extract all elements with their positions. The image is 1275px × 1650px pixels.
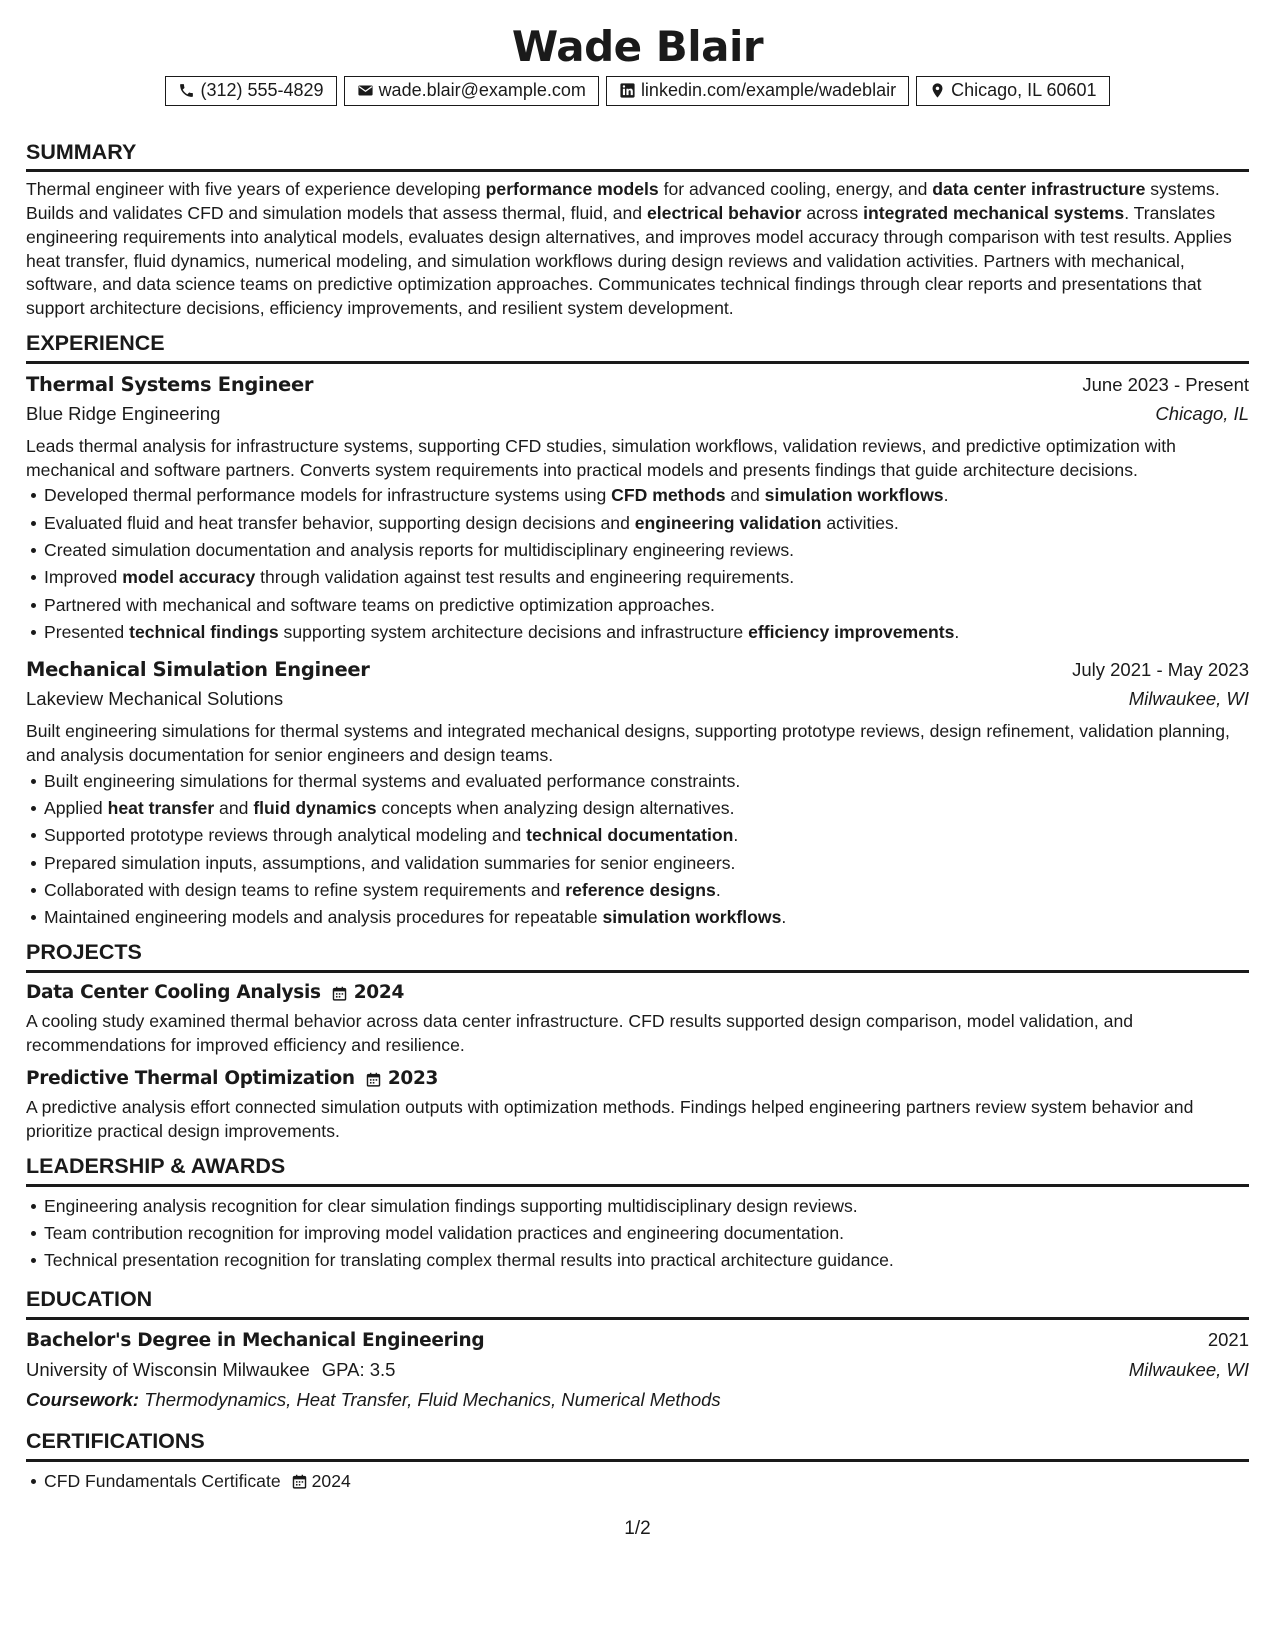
calendar-icon (291, 1473, 308, 1490)
linkedin-text: linkedin.com/example/wadeblair (640, 80, 897, 101)
list-item: Team contribution recognition for improving model validation practices and engineering documentation. (44, 1222, 1249, 1246)
school-location: Milwaukee, WI (1128, 1358, 1249, 1380)
list-item: Partnered with mechanical and software teams on predictive optimization approaches. (44, 594, 1249, 618)
projects-heading: PROJECTS (26, 940, 1249, 973)
list-item: Built engineering simulations for thermal systems and evaluated performance constraints. (44, 770, 1249, 794)
project-year: 2023 (387, 1068, 439, 1090)
list-item: Technical presentation recognition for translating complex thermal results into practical architecture guidance. (44, 1249, 1249, 1273)
phone-icon (178, 82, 195, 99)
project-entry (26, 1067, 1249, 1143)
location-text: Chicago, IL 60601 (951, 80, 1097, 101)
job-company: Blue Ridge Engineering (26, 402, 221, 424)
contact-linkedin[interactable] (606, 76, 909, 105)
list-item: Presented technical findings supporting system architecture decisions and infrastructure efficiency improvements. (44, 621, 1249, 645)
list-item: Evaluated fluid and heat transfer behavior, supporting design decisions and engineering validation activities. (44, 512, 1249, 536)
contact-email[interactable] (344, 76, 599, 105)
contact-location[interactable] (916, 76, 1109, 105)
contact-phone[interactable] (165, 76, 336, 105)
job-dates: July 2021 - May 2023 (1072, 658, 1249, 680)
awards-heading: LEADERSHIP & AWARDS (26, 1154, 1249, 1187)
education-section (26, 1287, 1249, 1413)
experience-heading: EXPERIENCE (26, 331, 1249, 364)
certification-year: 2024 (311, 1470, 351, 1491)
job-entry (26, 657, 1249, 930)
list-item: Supported prototype reviews through analytical modeling and technical documentation. (44, 824, 1249, 848)
project-entry (26, 981, 1249, 1057)
project-name: Data Center Cooling Analysis (26, 981, 321, 1003)
candidate-name: Wade Blair (511, 22, 764, 71)
contact-row (26, 76, 1249, 105)
coursework (26, 1388, 1249, 1413)
education-heading: EDUCATION (26, 1287, 1249, 1320)
project-description: A cooling study examined thermal behavior across data center infrastructure. CFD results supported design comparison, model validation, and recommendations for improved efficiency and resilience. (26, 1010, 1134, 1055)
job-location: Milwaukee, WI (1128, 688, 1249, 710)
email-text: wade.blair@example.com (378, 80, 586, 101)
project-description: A predictive analysis effort connected simulation outputs with optimization methods. Findings helped engineering partners review system behavior and prioritize practical design improvements. (26, 1097, 1194, 1142)
graduation-year: 2021 (1207, 1328, 1249, 1350)
project-year: 2024 (353, 981, 405, 1003)
job-title: Mechanical Simulation Engineer (26, 657, 370, 681)
list-item: Developed thermal performance models for infrastructure systems using CFD methods and simulation workflows. (44, 484, 1249, 508)
calendar-icon (365, 1071, 382, 1088)
degree-title: Bachelor's Degree in Mechanical Engineering (26, 1329, 485, 1351)
job-title: Thermal Systems Engineer (26, 372, 314, 396)
projects-section (26, 940, 1249, 1144)
gpa: GPA: 3.5 (321, 1358, 396, 1380)
map-marker-icon (929, 82, 946, 99)
job-bullets (26, 484, 1249, 644)
coursework-list: Thermodynamics, Heat Transfer, Fluid Mechanics, Numerical Methods (139, 1388, 721, 1410)
certifications-heading: CERTIFICATIONS (26, 1429, 1249, 1462)
phone-text: (312) 555-4829 (200, 80, 324, 101)
job-bullets (26, 770, 1249, 930)
summary-section (26, 140, 1249, 321)
list-item: Applied heat transfer and fluid dynamics concepts when analyzing design alternatives. (44, 797, 1249, 821)
list-item: Engineering analysis recognition for clear simulation findings supporting multidisciplinary design reviews. (44, 1195, 1249, 1219)
coursework-label: Coursework: (26, 1388, 140, 1410)
awards-list (26, 1195, 1249, 1273)
job-location: Chicago, IL (1155, 402, 1249, 424)
envelope-icon (357, 82, 374, 99)
certifications-list (26, 1470, 1249, 1494)
school-name: University of Wisconsin Milwaukee (26, 1358, 310, 1380)
linkedin-icon (619, 82, 636, 99)
calendar-icon (331, 985, 348, 1002)
list-item: Created simulation documentation and analysis reports for multidisciplinary engineering reviews. (44, 539, 1249, 563)
list-item: Improved model accuracy through validation against test results and engineering requirements. (44, 566, 1249, 590)
certifications-section (26, 1429, 1249, 1494)
summary-text: Thermal engineer with five years of experience developing performance models for advanced cooling, energy, and data center infrastructure systems. Builds and validates CFD and simulation models that assess thermal, fluid, and electrical behavior across integrated mechanical systems. Translates engineering requirements into analytical models, evaluates design alternatives, and improves model accuracy through comparison with test results. Applies heat transfer, fluid dynamics, numerical modeling, and simulation workflows during design reviews and validation activities. Partners with mechanical, software, and data science teams on predictive optimization approaches. Communicates technical findings through clear reports and presentations that support architecture decisions, efficiency improvements, and resilient system development. (26, 179, 1232, 319)
page-number: 1/2 (624, 1518, 651, 1539)
experience-section (26, 331, 1249, 930)
job-entry (26, 372, 1249, 645)
job-company: Lakeview Mechanical Solutions (26, 688, 284, 710)
summary-heading: SUMMARY (26, 140, 1249, 173)
project-name: Predictive Thermal Optimization (26, 1068, 355, 1090)
job-description: Built engineering simulations for thermal systems and integrated mechanical designs, supporting prototype reviews, design refinement, validation planning, and analysis documentation for senior engineers and design teams. (26, 721, 1230, 765)
list-item: Collaborated with design teams to refine system requirements and reference designs. (44, 879, 1249, 903)
list-item: Prepared simulation inputs, assumptions, and validation summaries for senior engineers. (44, 852, 1249, 876)
job-description: Leads thermal analysis for infrastructure systems, supporting CFD studies, simulation workflows, validation reviews, and predictive optimization with mechanical and software partners. Converts system requirements into practical models and presents findings that guide architecture decisions. (26, 435, 1176, 480)
awards-section (26, 1154, 1249, 1273)
job-dates: June 2023 - Present (1082, 373, 1249, 395)
certification-name: CFD Fundamentals Certificate (44, 1470, 281, 1491)
list-item: Maintained engineering models and analysis procedures for repeatable simulation workflows. (44, 906, 1249, 930)
list-item (44, 1470, 1249, 1494)
